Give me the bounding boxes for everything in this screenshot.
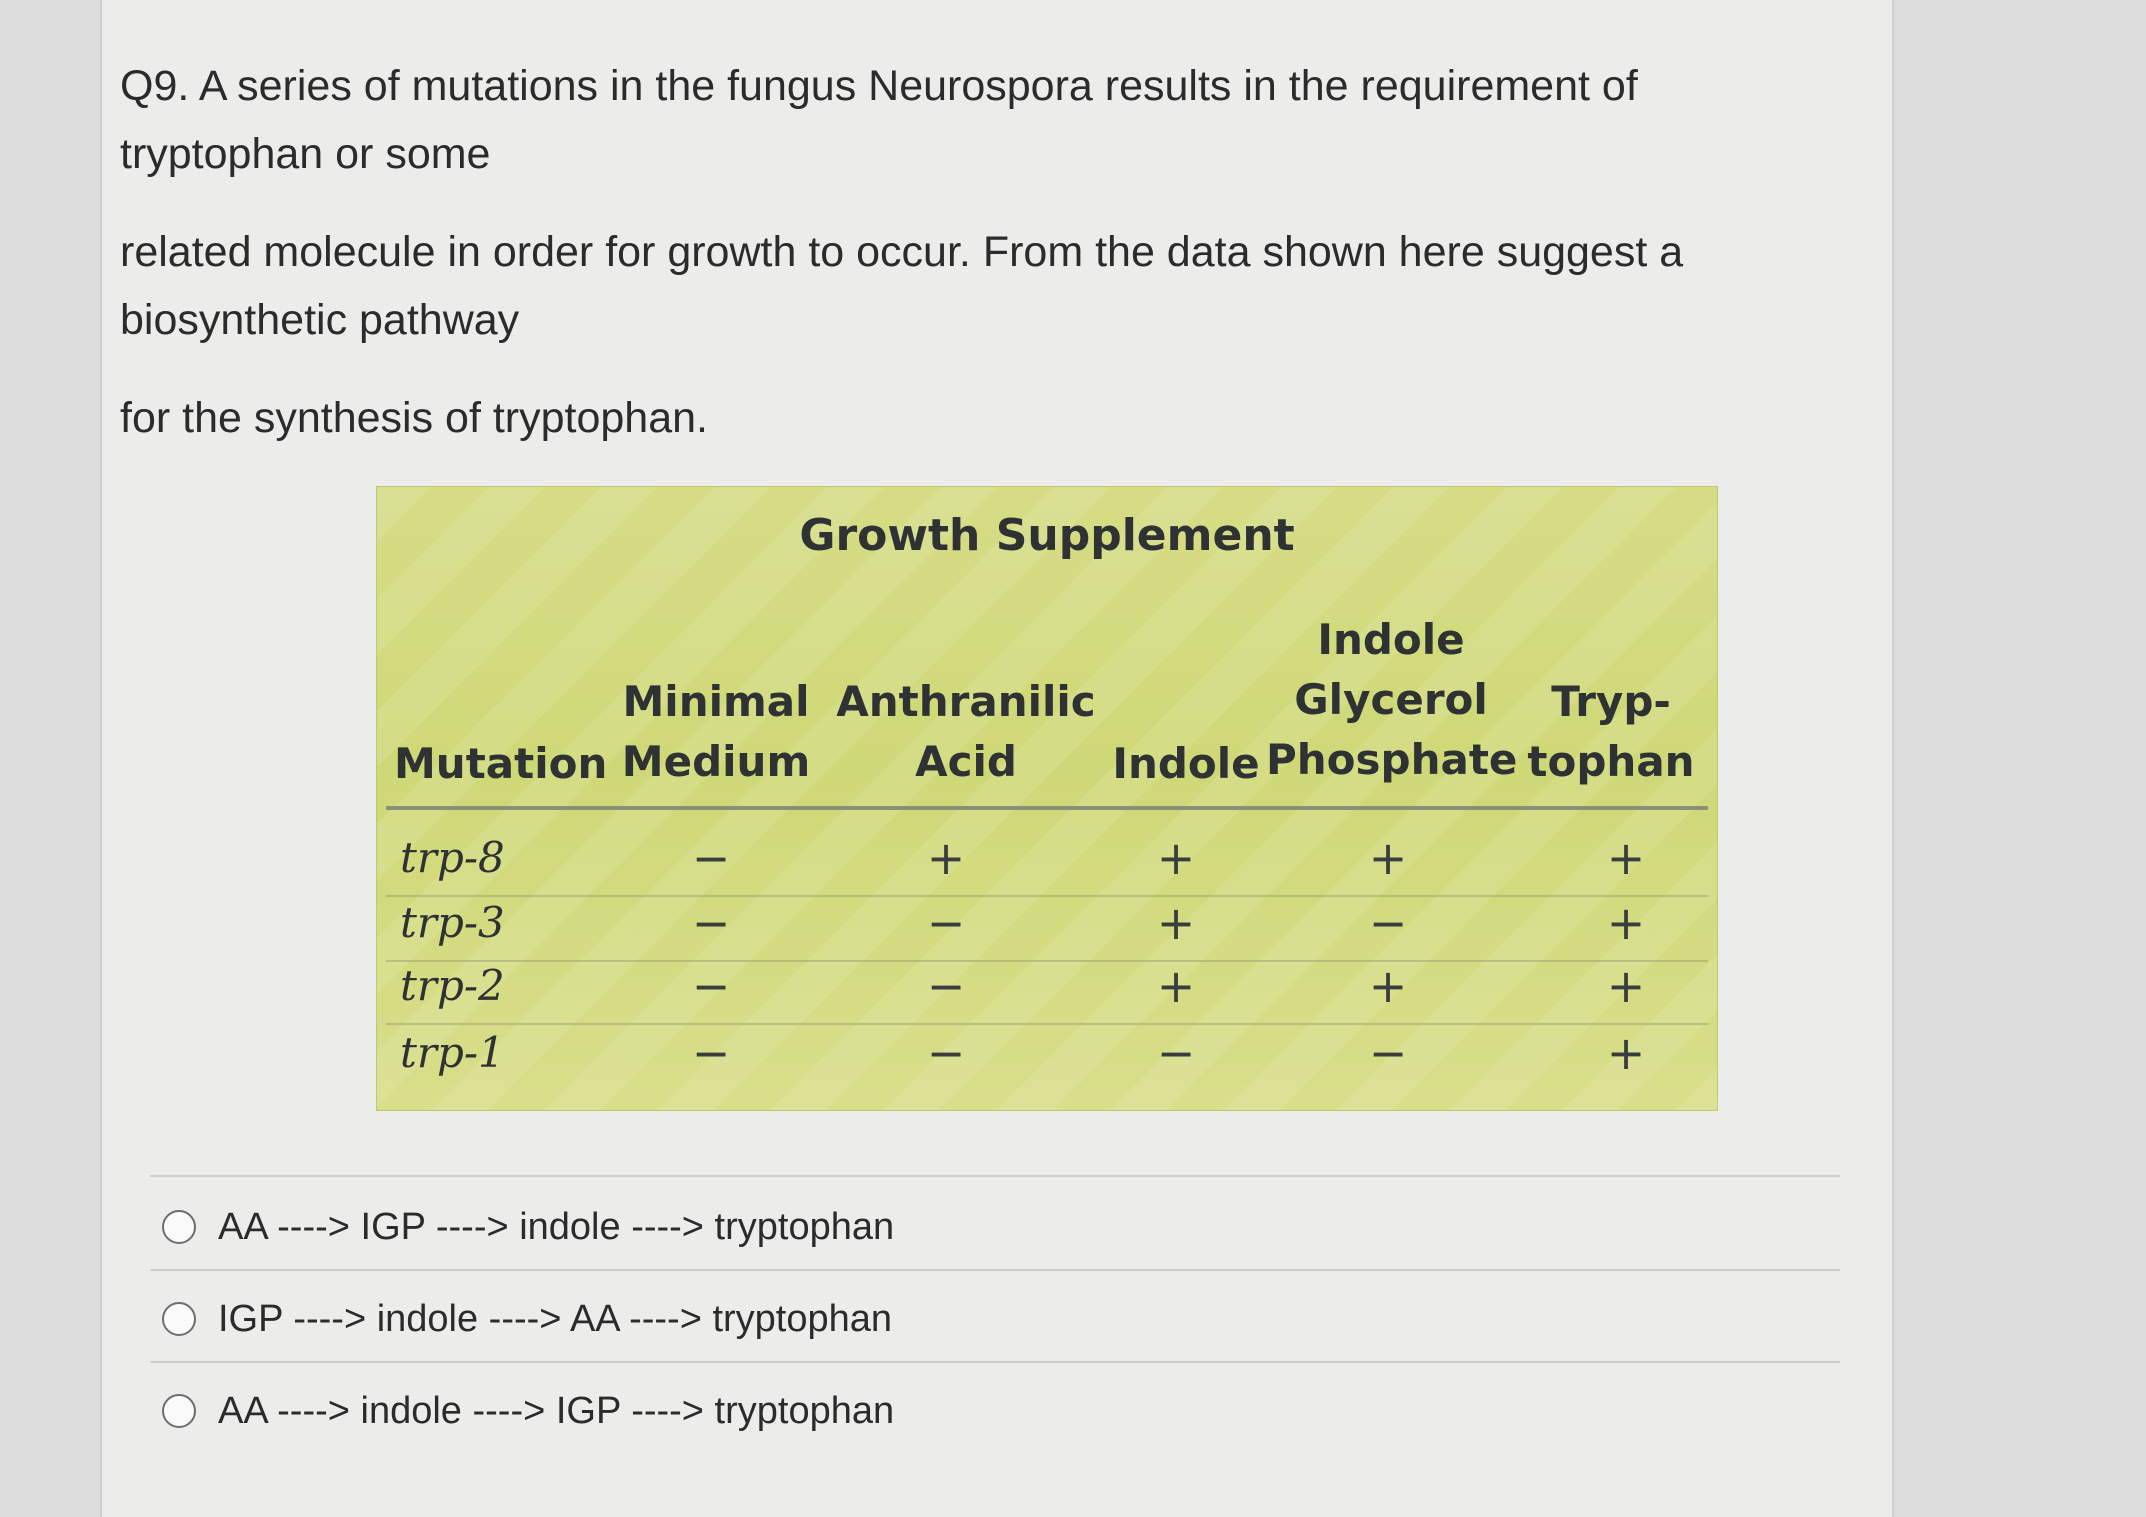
question-line-2: tryptophan or some [120,130,491,178]
option-divider [150,1269,1840,1271]
header-medium-text: Medium [621,737,811,786]
header-indole [1106,734,1266,794]
growth-cell: + [1368,831,1408,885]
growth-cell: + [1156,959,1196,1013]
growth-cell: − [691,959,731,1013]
row-label-1: trp-8 [400,833,505,882]
growth-cell: − [926,959,966,1013]
answer-option-label: AA ----> IGP ----> indole ----> tryptophan [218,1205,895,1248]
answer-option-label: AA ----> indole ----> IGP ----> tryptophan [218,1389,895,1432]
growth-cell: − [691,896,731,950]
header-divider [386,806,1708,810]
header-mutation [394,734,608,794]
answer-option-3[interactable] [162,1381,894,1441]
header-tryp-text: Tryp- [1551,677,1671,726]
growth-cell: − [691,831,731,885]
option-divider [150,1175,1840,1177]
row-divider [386,960,1708,962]
question-line-3: related molecule in order for growth to occur. From the data shown here suggest a [120,228,1684,276]
answer-option-label: IGP ----> indole ----> AA ----> tryptophan [218,1297,893,1340]
growth-cell: − [691,1026,731,1080]
question-line-5: for the synthesis of tryptophan. [120,394,708,442]
header-phosphate-text: Phosphate [1266,735,1518,784]
radio-button-icon[interactable] [162,1210,196,1244]
question-text [120,52,1760,452]
growth-cell: + [1368,959,1408,1013]
growth-cell: + [1606,831,1646,885]
row-divider [386,895,1708,897]
radio-button-icon[interactable] [162,1394,196,1428]
growth-cell: + [1606,1026,1646,1080]
growth-supplement-table-image [376,486,1718,1111]
row-label-3: trp-2 [400,961,505,1010]
header-indole-text: Indole [1112,739,1260,788]
header-minimal-text: Minimal [622,677,810,726]
header-igp-indole-text: Indole [1317,615,1465,664]
header-anthranilic-acid [826,672,1106,792]
question-line-1: Q9. A series of mutations in the fungus Neurospora results in the requirement of [120,62,1638,110]
answer-option-2[interactable] [162,1289,892,1349]
header-minimal-medium [616,672,816,792]
growth-cell: − [1368,896,1408,950]
header-tryptophan [1516,672,1706,792]
growth-cell: + [926,831,966,885]
growth-cell: − [926,1026,966,1080]
header-igp [1266,610,1516,790]
growth-cell: + [1156,896,1196,950]
header-anthranilic-text: Anthranilic [836,677,1096,726]
growth-cell: − [1156,1026,1196,1080]
header-glycerol-text: Glycerol [1294,675,1488,724]
growth-cell: − [926,896,966,950]
answer-option-1[interactable] [162,1197,894,1257]
growth-cell: + [1606,896,1646,950]
row-label-2: trp-3 [400,898,505,947]
question-line-4: biosynthetic pathway [120,296,520,344]
radio-button-icon[interactable] [162,1302,196,1336]
growth-cell: + [1156,831,1196,885]
table-title: Growth Supplement [799,510,1295,561]
growth-table [376,486,1718,1111]
growth-cell: + [1606,959,1646,1013]
header-mutation-text: Mutation [394,739,608,788]
row-label-4: trp-1 [400,1028,505,1077]
header-tophan-text: tophan [1527,737,1695,786]
row-divider [386,1023,1708,1025]
header-acid-text: Acid [915,737,1017,786]
growth-cell: − [1368,1026,1408,1080]
option-divider [150,1361,1840,1363]
